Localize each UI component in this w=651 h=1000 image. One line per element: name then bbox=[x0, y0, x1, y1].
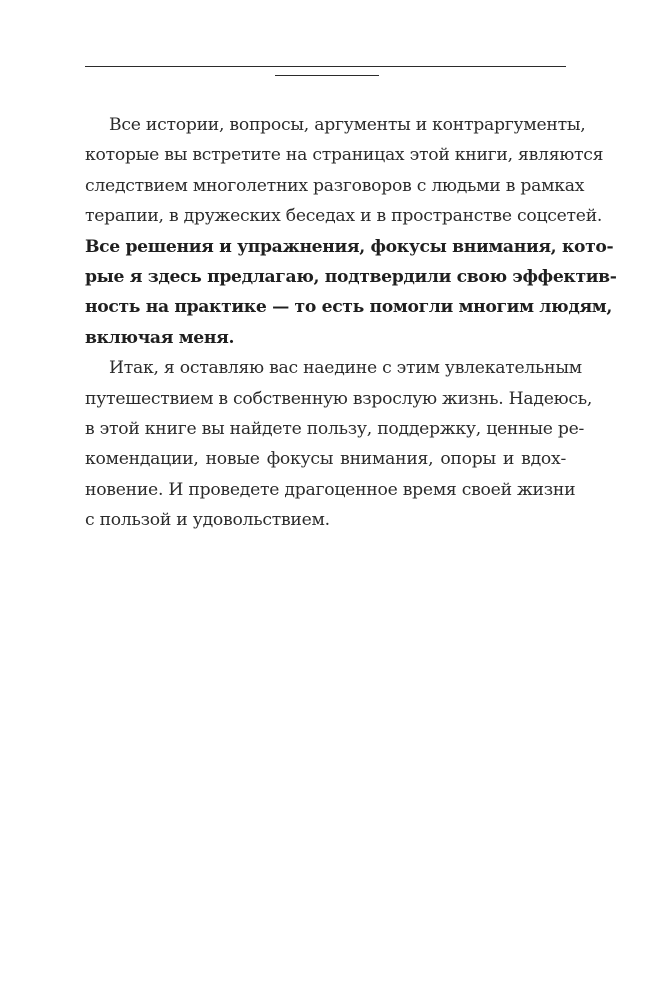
paragraph-3-line-2: путешествием в собственную взрослую жизнь. Надеюсь, bbox=[85, 388, 593, 409]
body-text bbox=[85, 110, 617, 535]
paragraph-1-line-3: следствием многолетних разговоров с людьми в рамках bbox=[85, 175, 585, 196]
paragraph-3-line-3: в этой книге вы найдете пользу, поддержку, ценные ре- bbox=[85, 418, 585, 439]
paragraph-2-line-4: включая меня. bbox=[85, 327, 235, 348]
paragraph-1-line-4: терапии, в дружеских беседах и в пространстве соцсетей. bbox=[85, 206, 603, 227]
top-rule bbox=[85, 66, 566, 67]
paragraph-3-line-4: комендации, новые фокусы внимания, опоры и вдох- bbox=[85, 449, 566, 470]
paragraph-3-line-5: новение. И проведете драгоценное время своей жизни bbox=[85, 479, 576, 500]
paragraph-2-line-2: рые я здесь предлагаю, подтвердили свою эффектив- bbox=[85, 266, 617, 287]
paragraph-3-line-6: с пользой и удовольствием. bbox=[85, 510, 330, 531]
paragraph-3-line-1: Итак, я оставляю вас наедине с этим увлекательным bbox=[109, 358, 582, 379]
paragraph-2-line-1: Все решения и упражнения, фокусы внимания, кото- bbox=[85, 236, 614, 257]
section-rule bbox=[275, 75, 379, 76]
paragraph-1-line-1: Все истории, вопросы, аргументы и контраргументы, bbox=[109, 115, 586, 135]
paragraph-1-line-2: которые вы встретите на страницах этой книги, являются bbox=[85, 145, 604, 166]
paragraph-2-line-3: ность на практике — то есть помогли многим людям, bbox=[85, 297, 613, 318]
